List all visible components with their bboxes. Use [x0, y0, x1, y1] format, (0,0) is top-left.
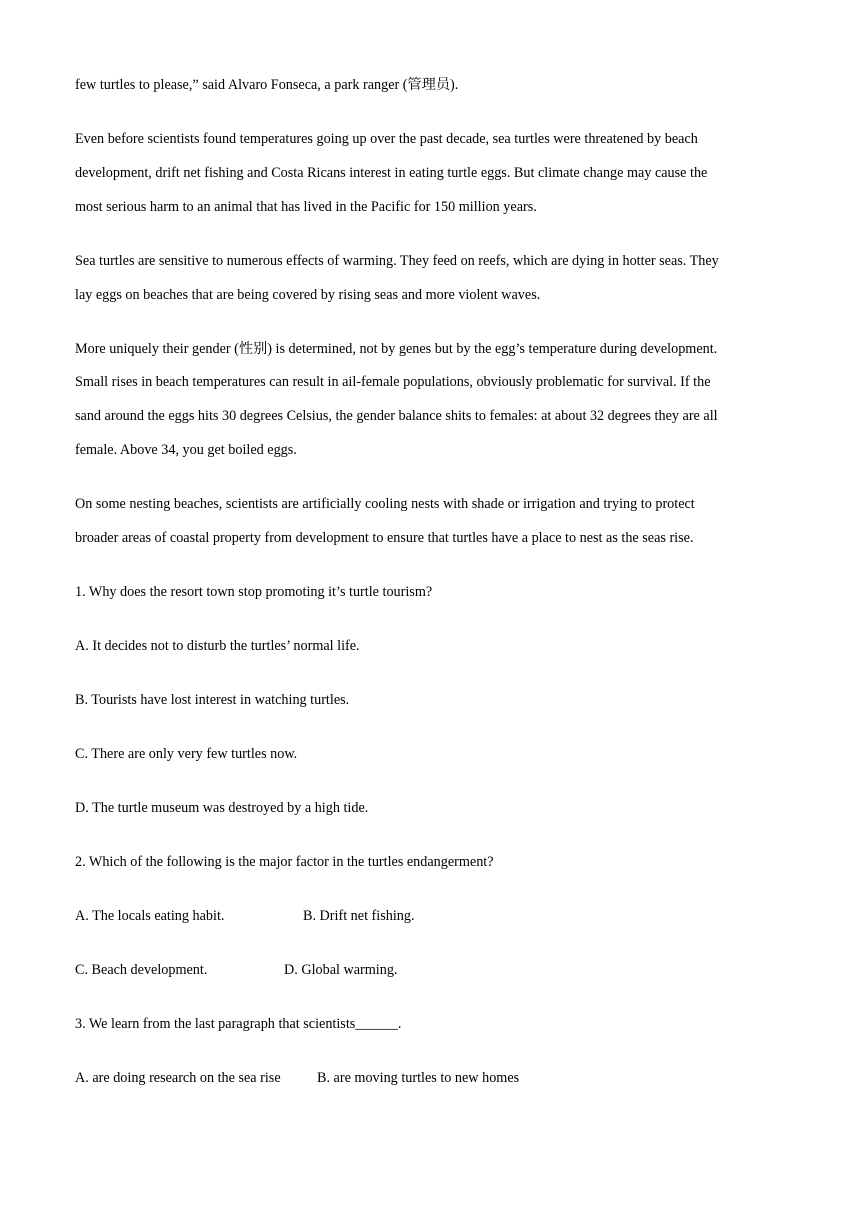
answer-option: B. Tourists have lost interest in watching turtles.: [75, 692, 350, 708]
paragraph-line: sand around the eggs hits 30 degrees Celsius, the gender balance shits to females: at about 32 degrees they are all: [75, 408, 718, 424]
paragraph-line: broader areas of coastal property from development to ensure that turtles have a place to nest as the seas rise.: [75, 530, 694, 546]
answer-option: D. Global warming.: [284, 962, 398, 978]
answer-option: A. It decides not to disturb the turtles’ normal life.: [75, 638, 360, 654]
paragraph-line: most serious harm to an animal that has lived in the Pacific for 150 million years.: [75, 199, 537, 215]
answer-option: D. The turtle museum was destroyed by a high tide.: [75, 800, 369, 816]
answer-option: C. There are only very few turtles now.: [75, 746, 298, 762]
paragraph-line: Sea turtles are sensitive to numerous effects of warming. They feed on reefs, which are dying in hotter seas. They: [75, 253, 719, 269]
paragraph-line: female. Above 34, you get boiled eggs.: [75, 442, 297, 458]
question-stem: 1. Why does the resort town stop promoting it’s turtle tourism?: [75, 584, 433, 600]
answer-option: B. are moving turtles to new homes: [317, 1070, 520, 1086]
paragraph-line: Small rises in beach temperatures can result in ail-female populations, obviously problematic for survival. If the: [75, 374, 711, 390]
answer-option: C. Beach development.: [75, 962, 208, 978]
paragraph-line: Even before scientists found temperatures going up over the past decade, sea turtles were threatened by beach: [75, 131, 698, 147]
paragraph-line: lay eggs on beaches that are being covered by rising seas and more violent waves.: [75, 287, 541, 303]
paragraph-line: On some nesting beaches, scientists are artificially cooling nests with shade or irrigation and trying to protect: [75, 496, 695, 512]
question-stem: 2. Which of the following is the major factor in the turtles endangerment?: [75, 854, 494, 870]
paragraph-line: More uniquely their gender (性别) is determined, not by genes but by the egg’s temperature during development.: [75, 341, 718, 357]
paragraph-line: few turtles to please,” said Alvaro Fonseca, a park ranger (管理员).: [75, 77, 459, 93]
answer-option: A. are doing research on the sea rise: [75, 1070, 281, 1086]
answer-option: A. The locals eating habit.: [75, 908, 225, 924]
answer-option: B. Drift net fishing.: [303, 908, 415, 924]
paragraph-line: development, drift net fishing and Costa Ricans interest in eating turtle eggs. But climate change may cause the: [75, 165, 708, 181]
question-stem: 3. We learn from the last paragraph that scientists______.: [75, 1016, 402, 1032]
